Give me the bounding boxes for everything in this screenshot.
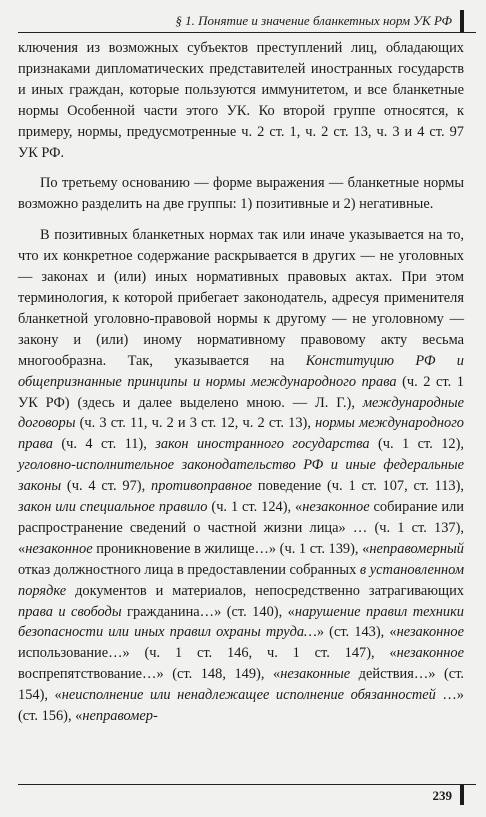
paragraph-third-basis: По третьему основанию — форме выражения — бланкетные нормы возможно разделить на две группы: 1) позитивные и 2) негативные. — [18, 175, 464, 213]
text-run: отказ должностного лица в предоставлении собранных — [18, 561, 360, 578]
text-run: …» (ст. 156), « — [18, 687, 464, 725]
italic-term: уголовно-исполнительное законодательство РФ и иные федеральные законы — [18, 457, 464, 495]
text-run: В позитивных бланкетных нормах так или иначе указывается на то, что их конкретное содержание раскрывается в других — не уголовных — законах и (или) иных нормативных правовых актах. При этом терминология, к которой прибегает законодатель, адресуя применителя бланкетной уголовно-правовой нормы к другому — не уголовному — закону и (или) иному нормативному правовому акту весьма многообразна. Так, указывается на — [18, 227, 464, 369]
text-run: поведение (ч. 1 ст. 107, ст. 113), — [252, 478, 464, 495]
text-run: воспрепятствование…» (ст. 148, 149), « — [18, 666, 281, 683]
text-run: гражданина…» (ст. 140), « — [121, 603, 295, 620]
text-run: » (ст. 143), « — [316, 624, 397, 641]
italic-term: нарушение правил техники безопасности или иных правил охраны труда… — [18, 603, 464, 641]
italic-term: неправомерный — [369, 540, 464, 557]
text-run: использование…» (ч. 1 ст. 146, ч. 1 ст. 147), « — [18, 645, 397, 662]
italic-term: Конституцию РФ и общепризнанные принципы и нормы международного права — [18, 352, 464, 390]
italic-term: закон иностранного государства — [155, 436, 370, 453]
italic-term: незаконные — [280, 666, 351, 683]
italic-term: незаконное — [396, 624, 464, 641]
italic-term: нормы международного права — [18, 415, 465, 453]
italic-term: права и свободы — [18, 603, 122, 620]
text-run: (ч. 2 ст. 1 УК РФ) (здесь и далее выделено мною. — Л. Г.), — [18, 373, 464, 411]
footer-edge-bar — [460, 785, 464, 805]
text-run: действия…» (ст. 154), « — [18, 666, 464, 704]
page-number: 239 — [432, 788, 452, 803]
text-run: собирание или распространение сведений о частной жизни лица» … (ч. 1 ст. 137), « — [18, 499, 465, 557]
italic-term: неисполнение или ненадлежащее исполнение обязанностей — [61, 687, 436, 704]
text-run: (ч. 1 ст. 12), — [369, 436, 465, 453]
running-header — [18, 10, 476, 33]
page-footer — [18, 784, 476, 805]
italic-term: международные договоры — [18, 394, 464, 432]
text-run: (ч. 4 ст. 97), — [61, 478, 152, 495]
paragraph-positive-norms — [18, 225, 464, 727]
body-text — [18, 38, 464, 727]
paragraph-continuation: ключения из возможных субъектов преступлений лиц, обладающих признаками дипломатических представителей иностранных государств и иных граждан, которые пользуются иммунитетом, и все бланкетные нормы Особенной части этого УК. Ко второй группе относятся, к примеру, нормы, предусмотренные ч. 2 ст. 1, ч. 2 ст. 13, ч. 3 и 4 ст. 97 УК РФ. — [18, 40, 464, 161]
italic-term: в установленном порядке — [18, 561, 465, 599]
italic-term: противоправное — [151, 478, 253, 495]
text-run: (ч. 4 ст. 11), — [52, 436, 156, 453]
italic-term: незаконное — [302, 499, 370, 516]
text-run: (ч. 3 ст. 11, ч. 2 и 3 ст. 12, ч. 2 ст. 13), — [75, 415, 316, 432]
italic-term: незаконное — [25, 540, 93, 557]
text-run: проникновение в жилище…» (ч. 1 ст. 139), « — [92, 540, 370, 557]
header-edge-bar — [460, 10, 464, 32]
running-header-title: § 1. Понятие и значение бланкетных норм УК РФ — [175, 13, 452, 28]
text-run: документов и материалов, непосредственно затрагивающих — [66, 582, 464, 599]
text-run: (ч. 1 ст. 124), « — [207, 499, 303, 516]
italic-term: неправомер- — [82, 708, 158, 725]
italic-term: незаконное — [396, 645, 464, 662]
italic-term: закон или специальное правило — [18, 499, 208, 516]
